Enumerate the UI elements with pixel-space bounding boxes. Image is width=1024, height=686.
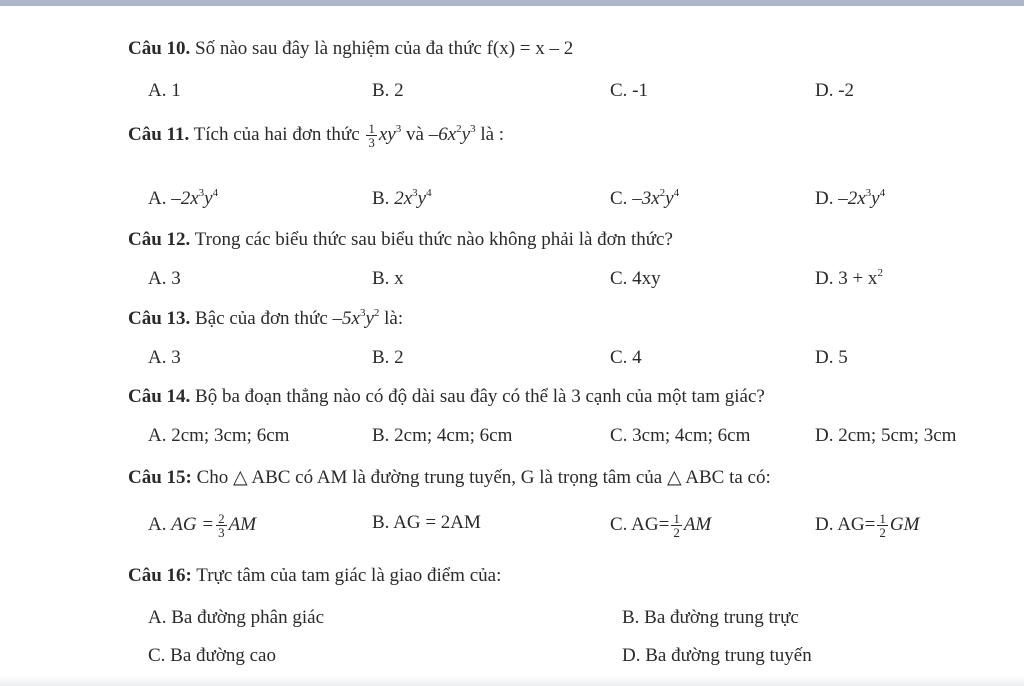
question-label: Câu 12. [128, 229, 191, 250]
question-text: Tích của hai đơn thức [193, 123, 360, 145]
question-label: Câu 15: [128, 467, 192, 488]
question-text: Bộ ba đoạn thẳng nào có độ dài sau đây có thể là 3 cạnh của một tam giác? [195, 386, 765, 407]
q14-option-b: B. 2cm; 4cm; 6cm [372, 425, 513, 446]
question-10 [128, 38, 573, 60]
q13-option-a: A. 3 [148, 347, 181, 368]
q16-option-c: C. Ba đường cao [148, 645, 276, 666]
question-14 [128, 386, 765, 408]
q14-option-c: C. 3cm; 4cm; 6cm [610, 425, 751, 446]
q11-option-a: A. $-2x^3y^4$ [148, 187, 219, 209]
q10-option-b: B. 2 [372, 80, 404, 101]
question-label: Câu 13. [128, 308, 191, 329]
q16-option-a: A. Ba đường phân giác [148, 607, 325, 628]
q12-option-d: D. $3 + x^2$ [815, 267, 883, 289]
question-text: Trong các biểu thức sau biểu thức nào không phải là đơn thức? [194, 229, 673, 250]
page-bottom-edge [0, 676, 1024, 686]
q12-option-b: B. x [372, 268, 404, 289]
question-label: Câu 11. [128, 123, 190, 145]
q15-option-d: D. AG= $\frac{1}{2}$ GM [815, 511, 920, 540]
fraction: $\frac{1}{3}$ [368, 121, 375, 150]
q11-option-c: C. $-3x^2y^4$ [610, 187, 680, 209]
q14-option-d: D. 2cm; 5cm; 3cm [815, 425, 957, 446]
q15-option-b: B. AG = 2AM [372, 512, 481, 533]
q15-option-a: A. AG = $\frac{2}{3}$ AM [148, 511, 257, 540]
q11-option-b: B. $2x^3y^4$ [372, 187, 432, 209]
question-13: Câu 13. Bậc của đơn thức $-5x^3y^2$ là: [128, 307, 404, 329]
q16-option-d: D. Ba đường trung tuyến [622, 645, 812, 666]
question-label: Câu 14. [128, 386, 191, 407]
question-text: Bậc của đơn thức [195, 308, 328, 329]
q10-option-a: A. 1 [148, 80, 181, 101]
question-label: Câu 10. [128, 38, 191, 59]
q16-option-b: B. Ba đường trung trực [622, 607, 799, 628]
q12-option-a: A. 3 [148, 268, 181, 289]
q11-option-d: D. $-2x^3y^4$ [815, 187, 886, 209]
question-11: Câu 11. Tích của hai đơn thức $\frac{1}{3}$ $xy^3$ và $-6x^2y^3$ là : [128, 121, 505, 150]
question-text: Số nào sau đây là nghiệm của đa thức f(x) = x – 2 [195, 38, 574, 59]
q12-option-c: C. 4xy [610, 268, 661, 289]
q13-option-c: C. 4 [610, 347, 642, 368]
question-16 [128, 565, 501, 587]
question-15 [128, 466, 771, 489]
question-text: Trực tâm của tam giác là giao điểm của: [196, 565, 502, 586]
question-text: Cho △ ABC có AM là đường trung tuyến, G là trọng tâm của △ ABC ta có: [196, 467, 771, 488]
question-label: Câu 16: [128, 565, 192, 586]
q13-option-d: D. 5 [815, 347, 848, 368]
q10-option-d: D. -2 [815, 80, 855, 101]
q14-option-a: A. 2cm; 3cm; 6cm [148, 425, 290, 446]
q13-option-b: B. 2 [372, 347, 404, 368]
question-12 [128, 229, 673, 251]
q15-option-c: C. AG= $\frac{1}{2}$ AM [610, 511, 712, 540]
q10-option-c: C. -1 [610, 80, 648, 101]
